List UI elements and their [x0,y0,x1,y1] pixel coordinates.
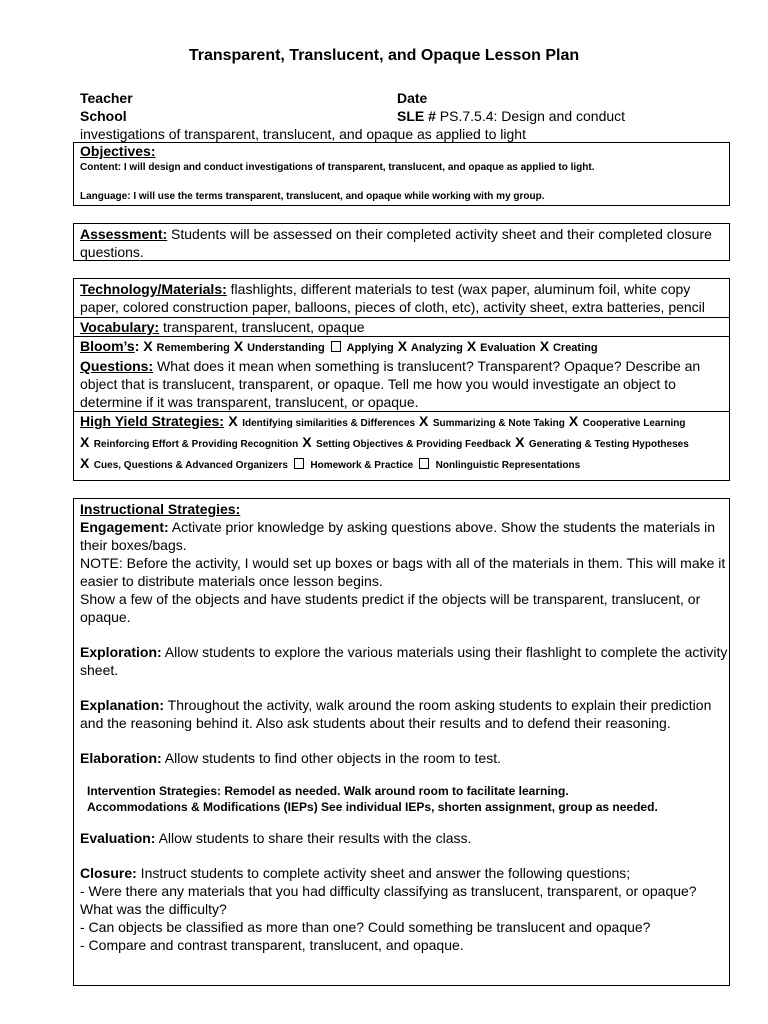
evaluation [74,829,729,847]
check-mark: X [466,338,477,354]
lesson-details-box [73,278,730,481]
assessment-body: Students will be assessed on their completed activity sheet and their completed closure questions. [80,226,712,260]
empty-checkbox-icon [294,458,304,469]
explanation [74,696,729,732]
checklist-item [80,455,288,472]
checklist-item-label: Reinforcing Effort & Providing Recognition [93,439,299,450]
engagement-body: Activate prior knowledge by asking questions above. Show the students the materials in their boxes/bags. [80,519,716,553]
elaboration [74,749,729,767]
engagement [74,518,729,554]
blooms-row: Bloom’s: X Remembering X Understanding Applying X Analyzing X Evaluation X Creating Questions: What does it mean when something is translucent? Transparent? Opaque? Describe an object that is translucent, transparent, or opaque. Tell me how you would investigate an object to determine if it was transparent, translucent, or opaque. [74,336,729,411]
sle-text: PS.7.5.4: Design and conduct [435,108,626,124]
closure-item: - Can objects be classified as more than one? Could something be translucent and opaque? [80,919,651,935]
closure-item: - Compare and contrast transparent, translucent, and opaque. [80,937,464,953]
instructional-label: Instructional Strategies: [80,501,241,517]
exploration [74,643,729,679]
check-mark: X [539,338,550,354]
checklist-item-label: Setting Objectives & Providing Feedback [316,439,512,450]
checklist-item [569,413,686,430]
checklist-item-label: Nonlinguistic Representations [435,460,581,471]
check-mark: X [80,455,90,471]
show-objects: Show a few of the objects and have students predict if the objects will be transparent, translucent, or opaque. [80,591,701,625]
check-mark: X [515,434,525,450]
sle-label: SLE # [397,108,436,124]
checklist-item [515,434,689,451]
checklist-item [228,413,415,430]
blooms-label: Bloom’s [80,338,135,354]
questions-label: Questions: [80,358,154,374]
intervention-strategies: Intervention Strategies: Remodel as needed. Walk around room to facilitate learning. [87,784,569,798]
assessment-label: Assessment: [80,226,168,242]
questions-body: What does it mean when something is translucent? Transparent? Opaque? Describe an object that is translucent, transparent, or opaque. Tell me how you would investigate an object to determine if it was transparent, translucent, or opaque. [80,358,701,410]
technology-label: Technology/Materials: [80,281,227,297]
vocabulary-body: transparent, translucent, opaque [159,319,365,335]
checklist-item [80,434,298,451]
check-mark: X [80,434,90,450]
check-mark: X [397,338,408,354]
objectives-language: Language: I will use the terms transparent, translucent, and opaque while working with my group. [80,191,545,202]
checklist-item [143,338,230,354]
check-mark: X [419,413,429,429]
checklist-item [302,434,511,451]
evaluation-label: Evaluation: [80,830,156,846]
sle-continued: investigations of transparent, translucent, and opaque as applied to light [80,126,526,142]
vocabulary-row [74,317,729,336]
closure-body: Instruct students to complete activity sheet and answer the following questions; [136,865,631,881]
checklist-item [419,413,565,430]
checklist-item-label: Understanding [247,342,325,354]
explanation-label: Explanation: [80,697,165,713]
checklist-item [398,338,463,354]
teacher-label: Teacher [80,90,133,106]
check-mark: X [568,413,579,429]
closure-label: Closure: [80,865,137,881]
checklist-item-label: Summarizing & Note Taking [432,418,565,429]
checklist-item-label: Identifying similarities & Differences [242,418,416,429]
objectives-label: Objectives: [80,143,156,159]
checklist-item-label: Cues, Questions & Advanced Organizers [93,460,288,471]
checklist-item-label: Applying [346,342,394,354]
checklist-item-label: Creating [552,342,598,354]
closure [74,864,729,882]
note: NOTE: Before the activity, I would set up boxes or bags with all of the materials in them. This will make it easier to distribute materials once lesson begins. [80,555,726,589]
checklist-item [329,338,394,354]
vocabulary-label: Vocabulary: [80,319,160,335]
date-label: Date [397,90,428,106]
school-label: School [80,108,127,124]
instructional-box [73,498,730,986]
checklist-item-label: Homework & Practice [310,460,414,471]
checklist-item [292,455,413,472]
objectives-box [73,142,730,206]
technology-row [74,279,729,316]
checklist-item [467,338,536,354]
elaboration-body: Allow students to find other objects in the room to test. [161,750,501,766]
elaboration-label: Elaboration: [80,750,162,766]
technology-body: flashlights, different materials to test (wax paper, aluminum foil, white copy paper, colored construction paper, balloons, pieces of cloth, etc), activity sheet, extra batteries, pencil [80,281,705,315]
objectives-content: Content: I will design and conduct investigations of transparent, translucent, and opaque as applied to light. [80,162,595,173]
page-title: Transparent, Translucent, and Opaque Lesson Plan [188,47,580,64]
checklist-item [417,455,580,472]
assessment-box [73,223,730,261]
closure-item: - Were there any materials that you had difficulty classifying as translucent, transparent, or opaque? What was the difficulty? [80,883,697,917]
assessment-text [74,225,729,261]
checklist-item-label: Evaluation [480,342,536,354]
strategies-label: High Yield Strategies: [80,413,224,429]
checklist-item [234,338,325,354]
exploration-label: Exploration: [80,644,162,660]
explanation-body: Throughout the activity, walk around the room asking students to explain their prediction and the reasoning behind it. Also ask students about their results and to defend their reasoning. [80,697,712,731]
exploration-body: Allow students to explore the various materials using their flashlight to complete the activity sheet. [80,644,728,678]
checklist-item-label: Remembering [156,342,230,354]
sle-line [397,107,625,125]
strategies-row [74,411,729,475]
evaluation-body: Allow students to share their results with the class. [155,830,472,846]
checklist-item [540,338,598,354]
checklist-item-label: Generating & Testing Hypotheses [528,439,689,450]
empty-checkbox-icon [331,341,341,352]
empty-checkbox-icon [419,458,429,469]
questions-row [80,357,729,411]
check-mark: X [228,413,238,429]
check-mark: X [143,338,153,354]
accommodations: Accommodations & Modifications (IEPs) See individual IEPs, shorten assignment, group as needed. [87,800,658,814]
check-mark: X [233,338,244,354]
engagement-label: Engagement: [80,519,169,535]
checklist-item-label: Cooperative Learning [582,418,686,429]
check-mark: X [302,434,312,450]
checklist-item-label: Analyzing [410,342,463,354]
